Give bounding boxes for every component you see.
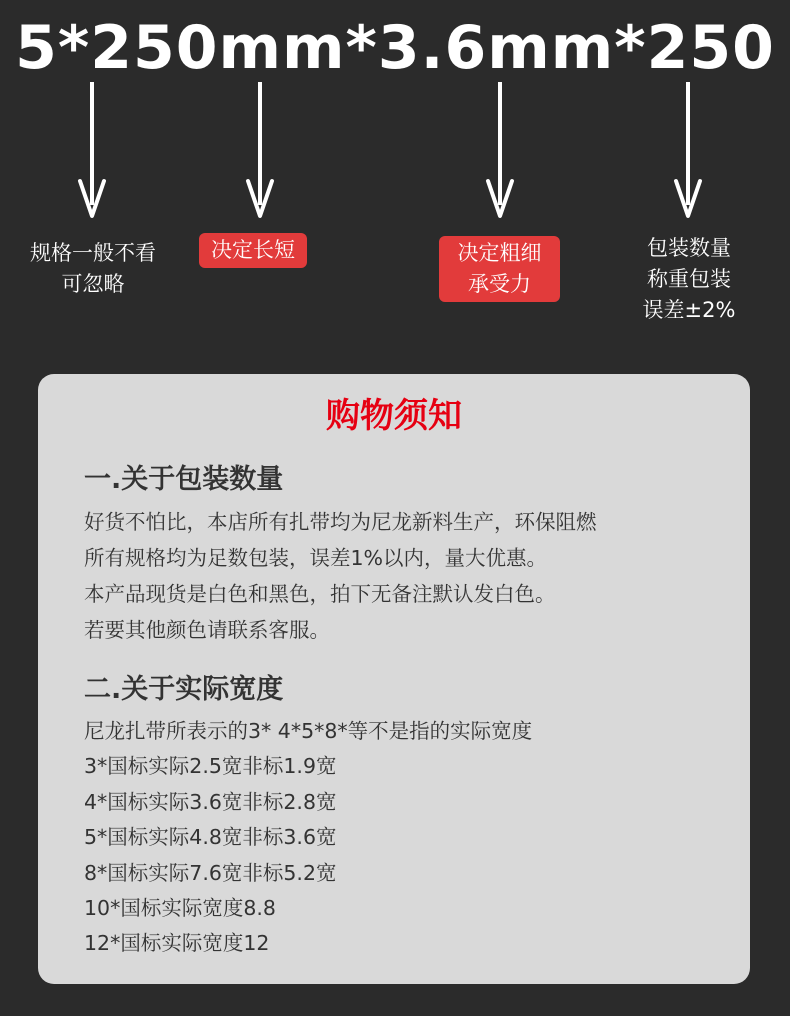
notice-line: 4*国标实际3.6宽非标2.8宽 [84,789,337,814]
notice-line: 本产品现货是白色和黑色，拍下无备注默认发白色。 [84,582,556,606]
notice-line: 12*国标实际宽度12 [84,931,270,956]
annotation-thickness: 决定粗细 承受力 [439,236,560,302]
notice-line: 10*国标实际宽度8.8 [84,896,276,921]
notice-line: 尼龙扎带所表示的3* 4*5*8*等不是指的实际宽度 [84,719,533,743]
notice-line: 8*国标实际7.6宽非标5.2宽 [84,860,337,885]
section-body-width [84,714,724,962]
annotation-spec-ignore: 规格一般不看 可忽略 [30,241,156,296]
section-body-packaging [84,504,724,648]
notice-line: 好货不怕比，本店所有扎带均为尼龙新料生产，环保阻燃 [84,510,597,534]
notice-line: 5*国标实际4.8宽非标3.6宽 [84,825,337,850]
notice-line: 若要其他颜色请联系客服。 [84,618,330,642]
notice-title: 购物须知 [326,396,462,436]
notice-line: 所有规格均为足数包装，误差1%以内，量大优惠。 [84,546,548,570]
section-heading-packaging: 一.关于包装数量 [84,464,284,495]
shopping-notice-card [38,374,750,984]
notice-line: 3*国标实际2.5宽非标1.9宽 [84,754,337,779]
annotation-quantity: 包装数量 称重包装 误差±2% [642,236,736,322]
spec-title: 5*250mm*3.6mm*250 [15,13,775,83]
section-heading-width: 二.关于实际宽度 [84,674,284,705]
pointer-arrows [0,0,790,240]
annotation-length: 决定长短 [199,233,307,268]
